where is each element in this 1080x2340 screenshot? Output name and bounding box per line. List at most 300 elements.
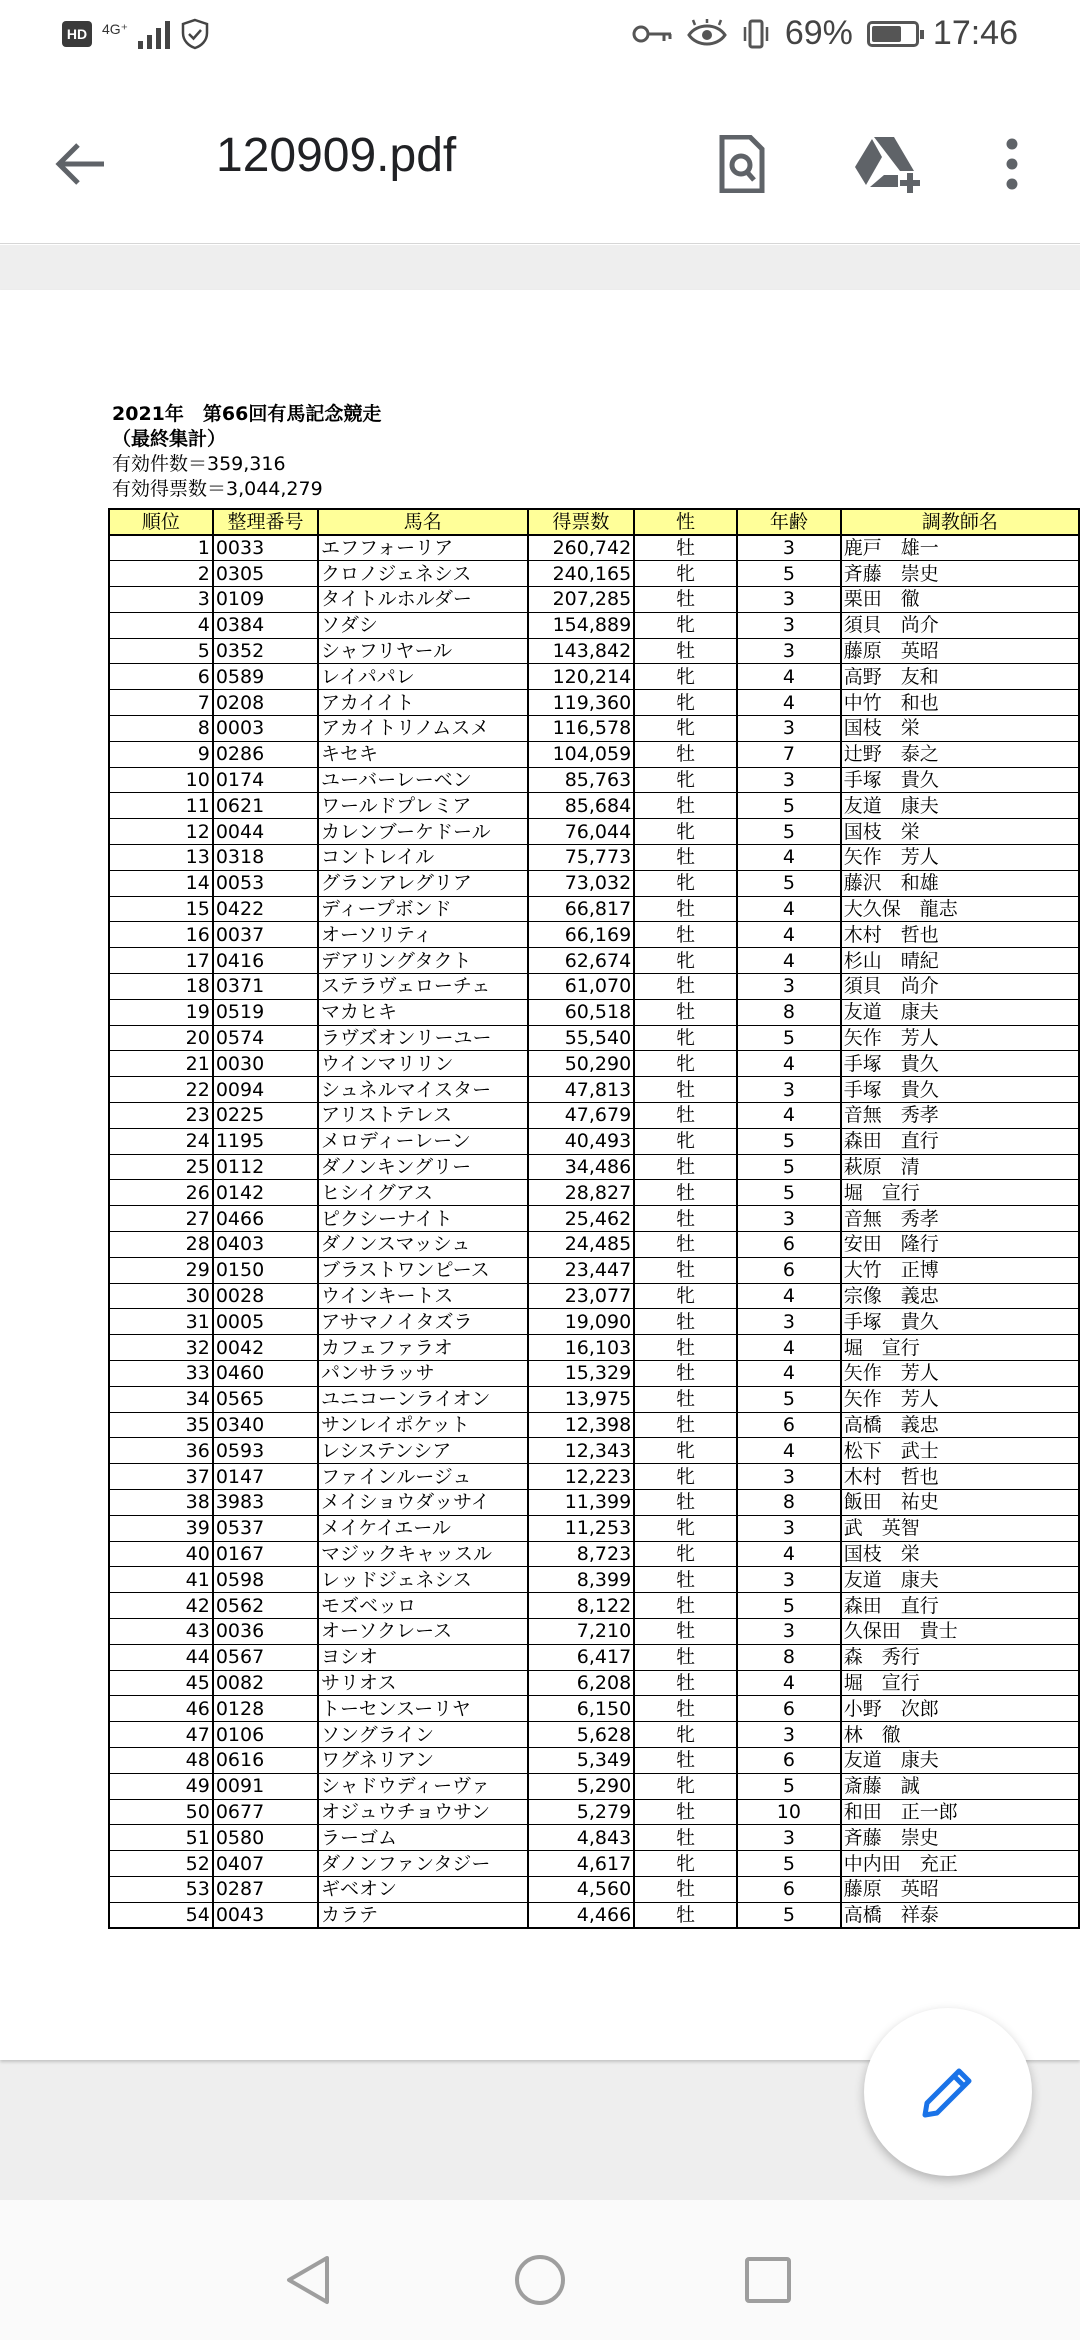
cell-trainer: 斉藤 崇史 [841, 1825, 1079, 1851]
cell-votes: 4,843 [528, 1825, 635, 1851]
cell-sex: 牝 [634, 1515, 737, 1541]
table-row [109, 1232, 1079, 1258]
cell-age: 5 [737, 1025, 841, 1051]
cell-horse-name: マカヒキ [318, 999, 527, 1025]
cell-number: 0003 [213, 716, 318, 742]
cell-sex: 牝 [634, 1773, 737, 1799]
cell-trainer: 木村 哲也 [841, 1464, 1079, 1490]
cell-trainer: 手塚 貴久 [841, 1309, 1079, 1335]
cell-age: 3 [737, 1309, 841, 1335]
table-row [109, 1438, 1079, 1464]
cell-sex: 牡 [634, 1593, 737, 1619]
cell-sex: 牡 [634, 1567, 737, 1593]
cell-rank: 24 [109, 1128, 213, 1154]
table-header-row [109, 509, 1079, 535]
table-row [109, 1361, 1079, 1387]
table-row [109, 1103, 1079, 1129]
cell-votes: 5,290 [528, 1773, 635, 1799]
cell-trainer: 萩原 清 [841, 1154, 1079, 1180]
cell-sex: 牝 [634, 716, 737, 742]
cell-horse-name: グランアレグリア [318, 870, 527, 896]
table-row [109, 1541, 1079, 1567]
table-row [109, 1825, 1079, 1851]
cell-rank: 48 [109, 1747, 213, 1773]
app-bar [0, 76, 1080, 244]
cell-trainer: 森 秀行 [841, 1644, 1079, 1670]
cell-votes: 50,290 [528, 1051, 635, 1077]
cell-age: 4 [737, 896, 841, 922]
table-row [109, 1773, 1079, 1799]
valid-votes: 有効得票数＝3,044,279 [112, 478, 323, 500]
cell-sex: 牝 [634, 1283, 737, 1309]
col-header-votes: 得票数 [528, 509, 635, 535]
cell-number: 0028 [213, 1283, 318, 1309]
cell-votes: 143,842 [528, 638, 635, 664]
back-button[interactable] [40, 124, 120, 204]
cell-number: 0286 [213, 741, 318, 767]
table-row [109, 690, 1079, 716]
table-row [109, 767, 1079, 793]
cell-age: 4 [737, 948, 841, 974]
cell-number: 0174 [213, 767, 318, 793]
table-row [109, 1902, 1079, 1928]
cell-votes: 62,674 [528, 948, 635, 974]
cell-number: 0422 [213, 896, 318, 922]
cell-votes: 40,493 [528, 1128, 635, 1154]
cell-age: 3 [737, 1515, 841, 1541]
cell-sex: 牝 [634, 561, 737, 587]
cell-number: 0128 [213, 1696, 318, 1722]
col-header-number: 整理番号 [213, 509, 318, 535]
cell-horse-name: メイショウダッサイ [318, 1489, 527, 1515]
cell-trainer: 鹿戸 雄一 [841, 535, 1079, 561]
cell-rank: 50 [109, 1799, 213, 1825]
back-triangle-icon [285, 2254, 331, 2306]
cell-rank: 11 [109, 793, 213, 819]
more-vertical-icon [1005, 138, 1019, 190]
cell-rank: 54 [109, 1902, 213, 1928]
cell-votes: 60,518 [528, 999, 635, 1025]
cell-horse-name: メイケイエール [318, 1515, 527, 1541]
cell-rank: 9 [109, 741, 213, 767]
edit-pencil-icon [917, 2061, 979, 2123]
cell-votes: 104,059 [528, 741, 635, 767]
cell-horse-name: レッドジェネシス [318, 1567, 527, 1593]
cell-votes: 34,486 [528, 1154, 635, 1180]
cell-sex: 牡 [634, 1309, 737, 1335]
cell-horse-name: ピクシーナイト [318, 1206, 527, 1232]
cell-age: 3 [737, 1567, 841, 1593]
cell-horse-name: パンサラッサ [318, 1361, 527, 1387]
cell-votes: 12,398 [528, 1412, 635, 1438]
cell-rank: 38 [109, 1489, 213, 1515]
cell-sex: 牡 [634, 974, 737, 1000]
cell-trainer: 安田 隆行 [841, 1232, 1079, 1258]
cell-number: 3983 [213, 1489, 318, 1515]
cell-age: 4 [737, 1438, 841, 1464]
cell-votes: 23,077 [528, 1283, 635, 1309]
cell-rank: 43 [109, 1618, 213, 1644]
cell-votes: 4,617 [528, 1851, 635, 1877]
cell-trainer: 木村 哲也 [841, 922, 1079, 948]
cell-votes: 55,540 [528, 1025, 635, 1051]
table-row [109, 1386, 1079, 1412]
cell-age: 5 [737, 1902, 841, 1928]
cell-trainer: 栗田 徹 [841, 587, 1079, 613]
cell-sex: 牡 [634, 1644, 737, 1670]
cell-age: 4 [737, 1103, 841, 1129]
col-header-rank: 順位 [109, 509, 213, 535]
cell-number: 0091 [213, 1773, 318, 1799]
table-row [109, 1747, 1079, 1773]
cell-number: 0082 [213, 1670, 318, 1696]
cell-trainer: 久保田 貴士 [841, 1618, 1079, 1644]
cell-rank: 26 [109, 1180, 213, 1206]
cell-sex: 牡 [634, 1361, 737, 1387]
table-row [109, 870, 1079, 896]
battery-percent: 69% [784, 14, 853, 52]
cell-votes: 12,343 [528, 1438, 635, 1464]
cell-number: 0371 [213, 974, 318, 1000]
cell-sex: 牡 [634, 638, 737, 664]
cell-horse-name: ソングライン [318, 1722, 527, 1748]
cell-number: 0030 [213, 1051, 318, 1077]
cell-horse-name: ブラストワンピース [318, 1257, 527, 1283]
cell-number: 0094 [213, 1077, 318, 1103]
table-row [109, 1257, 1079, 1283]
table-row [109, 974, 1079, 1000]
cell-age: 3 [737, 1618, 841, 1644]
cell-number: 0589 [213, 664, 318, 690]
cell-trainer: 森田 直行 [841, 1593, 1079, 1619]
cell-age: 6 [737, 1412, 841, 1438]
cell-sex: 牝 [634, 1851, 737, 1877]
cell-number: 0580 [213, 1825, 318, 1851]
col-header-horse: 馬名 [318, 509, 527, 535]
cell-trainer: 須貝 尚介 [841, 612, 1079, 638]
cell-number: 0036 [213, 1618, 318, 1644]
cell-age: 3 [737, 716, 841, 742]
cell-rank: 3 [109, 587, 213, 613]
cell-number: 0593 [213, 1438, 318, 1464]
cell-sex: 牡 [634, 1670, 737, 1696]
cell-sex: 牡 [634, 1618, 737, 1644]
cell-horse-name: カラテ [318, 1902, 527, 1928]
cell-votes: 13,975 [528, 1386, 635, 1412]
cell-number: 0460 [213, 1361, 318, 1387]
cell-age: 3 [737, 587, 841, 613]
edit-button[interactable] [864, 2008, 1032, 2176]
cell-rank: 28 [109, 1232, 213, 1258]
cell-rank: 35 [109, 1412, 213, 1438]
cell-rank: 42 [109, 1593, 213, 1619]
key-icon [631, 22, 673, 46]
cell-votes: 16,103 [528, 1335, 635, 1361]
cell-sex: 牝 [634, 870, 737, 896]
cell-trainer: 和田 正一郎 [841, 1799, 1079, 1825]
table-row [109, 1722, 1079, 1748]
cell-trainer: 友道 康夫 [841, 1567, 1079, 1593]
search-document-icon [718, 135, 766, 193]
cell-horse-name: タイトルホルダー [318, 587, 527, 613]
cell-horse-name: カフェファラオ [318, 1335, 527, 1361]
cell-trainer: 小野 次郎 [841, 1696, 1079, 1722]
table-row [109, 1077, 1079, 1103]
table-row [109, 1283, 1079, 1309]
table-row [109, 1128, 1079, 1154]
table-row [109, 612, 1079, 638]
cell-horse-name: ヒシイグアス [318, 1180, 527, 1206]
cell-rank: 37 [109, 1464, 213, 1490]
cell-number: 1195 [213, 1128, 318, 1154]
cell-horse-name: ワグネリアン [318, 1747, 527, 1773]
table-row [109, 1489, 1079, 1515]
cell-horse-name: シャフリヤール [318, 638, 527, 664]
navigation-bar [0, 2200, 1080, 2340]
cell-trainer: 堀 宣行 [841, 1670, 1079, 1696]
cell-rank: 14 [109, 870, 213, 896]
cell-horse-name: オーソリティ [318, 922, 527, 948]
cell-votes: 76,044 [528, 819, 635, 845]
cell-rank: 22 [109, 1077, 213, 1103]
find-in-document-button[interactable] [702, 124, 782, 204]
cell-sex: 牡 [634, 1103, 737, 1129]
table-row [109, 664, 1079, 690]
cell-votes: 47,679 [528, 1103, 635, 1129]
cell-trainer: 国枝 栄 [841, 819, 1079, 845]
drive-add-icon [852, 135, 924, 193]
cell-votes: 8,723 [528, 1541, 635, 1567]
nav-home-button[interactable] [500, 2240, 580, 2320]
cell-trainer: 矢作 芳人 [841, 1025, 1079, 1051]
cell-number: 0005 [213, 1309, 318, 1335]
cell-number: 0466 [213, 1206, 318, 1232]
cell-votes: 6,150 [528, 1696, 635, 1722]
table-row [109, 1515, 1079, 1541]
cell-rank: 52 [109, 1851, 213, 1877]
cell-horse-name: ウインマリリン [318, 1051, 527, 1077]
table-row [109, 1567, 1079, 1593]
cell-number: 0037 [213, 922, 318, 948]
cell-votes: 47,813 [528, 1077, 635, 1103]
cell-number: 0106 [213, 1722, 318, 1748]
cell-votes: 7,210 [528, 1618, 635, 1644]
nav-back-button[interactable] [268, 2240, 348, 2320]
cell-trainer: 手塚 貴久 [841, 1077, 1079, 1103]
cell-horse-name: シュネルマイスター [318, 1077, 527, 1103]
document-title: 120909.pdf [216, 129, 457, 182]
cell-rank: 21 [109, 1051, 213, 1077]
cell-trainer: 藤沢 和雄 [841, 870, 1079, 896]
cell-rank: 39 [109, 1515, 213, 1541]
table-row [109, 1593, 1079, 1619]
cell-rank: 10 [109, 767, 213, 793]
cell-horse-name: レシステンシア [318, 1438, 527, 1464]
cell-number: 0416 [213, 948, 318, 974]
cell-rank: 17 [109, 948, 213, 974]
cell-trainer: 須貝 尚介 [841, 974, 1079, 1000]
cell-votes: 85,684 [528, 793, 635, 819]
cell-number: 0147 [213, 1464, 318, 1490]
cell-rank: 29 [109, 1257, 213, 1283]
cell-age: 5 [737, 819, 841, 845]
cell-votes: 5,628 [528, 1722, 635, 1748]
cell-number: 0340 [213, 1412, 318, 1438]
cell-age: 4 [737, 1670, 841, 1696]
cell-horse-name: クロノジェネシス [318, 561, 527, 587]
cell-sex: 牡 [634, 1154, 737, 1180]
race-subtitle: （最終集計） [112, 428, 227, 450]
cell-rank: 27 [109, 1206, 213, 1232]
cell-rank: 19 [109, 999, 213, 1025]
table-row [109, 948, 1079, 974]
cell-horse-name: オーソクレース [318, 1618, 527, 1644]
cell-sex: 牡 [634, 1876, 737, 1902]
nav-recents-button[interactable] [728, 2240, 808, 2320]
table-row [109, 535, 1079, 561]
cell-trainer: 矢作 芳人 [841, 1361, 1079, 1387]
cell-rank: 49 [109, 1773, 213, 1799]
status-right [631, 14, 1018, 53]
cell-rank: 12 [109, 819, 213, 845]
cell-age: 4 [737, 690, 841, 716]
cell-age: 8 [737, 1644, 841, 1670]
cell-trainer: 矢作 芳人 [841, 1386, 1079, 1412]
cell-horse-name: キセキ [318, 741, 527, 767]
cell-rank: 4 [109, 612, 213, 638]
cell-rank: 30 [109, 1283, 213, 1309]
cell-sex: 牡 [634, 1747, 737, 1773]
cell-horse-name: ステラヴェローチェ [318, 974, 527, 1000]
table-row [109, 1644, 1079, 1670]
cell-age: 4 [737, 1361, 841, 1387]
cell-sex: 牡 [634, 535, 737, 561]
cell-age: 5 [737, 1154, 841, 1180]
cell-number: 0403 [213, 1232, 318, 1258]
cell-sex: 牝 [634, 1025, 737, 1051]
cell-number: 0287 [213, 1876, 318, 1902]
cell-sex: 牝 [634, 767, 737, 793]
cell-number: 0384 [213, 612, 318, 638]
cell-trainer: 森田 直行 [841, 1128, 1079, 1154]
cell-trainer: 音無 秀孝 [841, 1103, 1079, 1129]
cell-age: 4 [737, 1283, 841, 1309]
cell-trainer: 斉藤 崇史 [841, 561, 1079, 587]
table-row [109, 561, 1079, 587]
cell-rank: 25 [109, 1154, 213, 1180]
cell-trainer: 林 徹 [841, 1722, 1079, 1748]
cell-age: 3 [737, 767, 841, 793]
cell-horse-name: シャドウディーヴァ [318, 1773, 527, 1799]
cell-trainer: 高橋 義忠 [841, 1412, 1079, 1438]
cell-sex: 牡 [634, 1902, 737, 1928]
cell-horse-name: ダノンスマッシュ [318, 1232, 527, 1258]
cell-trainer: 音無 秀孝 [841, 1206, 1079, 1232]
cell-horse-name: トーセンスーリヤ [318, 1696, 527, 1722]
cell-horse-name: ダノンファンタジー [318, 1851, 527, 1877]
clock: 17:46 [932, 14, 1018, 52]
eye-comfort-icon [687, 19, 727, 49]
add-to-drive-button[interactable] [848, 124, 928, 204]
cell-age: 5 [737, 1128, 841, 1154]
cell-rank: 34 [109, 1386, 213, 1412]
cell-age: 4 [737, 1541, 841, 1567]
cell-trainer: 友道 康夫 [841, 793, 1079, 819]
cell-trainer: 友道 康夫 [841, 1747, 1079, 1773]
network-type: 4G⁺ [102, 21, 129, 37]
cell-votes: 6,208 [528, 1670, 635, 1696]
cell-horse-name: カレンブーケドール [318, 819, 527, 845]
cell-rank: 41 [109, 1567, 213, 1593]
cell-horse-name: レイパパレ [318, 664, 527, 690]
cell-horse-name: ラヴズオンリーユー [318, 1025, 527, 1051]
cell-votes: 24,485 [528, 1232, 635, 1258]
cell-votes: 119,360 [528, 690, 635, 716]
cell-horse-name: ユーバーレーベン [318, 767, 527, 793]
cell-sex: 牡 [634, 1696, 737, 1722]
vote-ranking-table [108, 508, 1080, 1929]
cell-sex: 牡 [634, 845, 737, 871]
cell-horse-name: ラーゴム [318, 1825, 527, 1851]
cell-number: 0567 [213, 1644, 318, 1670]
cell-age: 7 [737, 741, 841, 767]
cell-sex: 牡 [634, 793, 737, 819]
cell-age: 4 [737, 845, 841, 871]
table-row [109, 999, 1079, 1025]
cell-age: 5 [737, 793, 841, 819]
cell-horse-name: サンレイポケット [318, 1412, 527, 1438]
cell-age: 3 [737, 638, 841, 664]
cell-trainer: 堀 宣行 [841, 1180, 1079, 1206]
cell-sex: 牝 [634, 819, 737, 845]
cell-age: 3 [737, 535, 841, 561]
cell-sex: 牡 [634, 1335, 737, 1361]
cell-sex: 牡 [634, 1825, 737, 1851]
table-row [109, 1206, 1079, 1232]
cell-rank: 44 [109, 1644, 213, 1670]
cell-age: 6 [737, 1747, 841, 1773]
cell-sex: 牝 [634, 948, 737, 974]
cell-horse-name: ヨシオ [318, 1644, 527, 1670]
cell-horse-name: マジックキャッスル [318, 1541, 527, 1567]
cell-votes: 23,447 [528, 1257, 635, 1283]
cell-number: 0574 [213, 1025, 318, 1051]
cell-sex: 牡 [634, 1489, 737, 1515]
cell-age: 5 [737, 561, 841, 587]
cell-votes: 12,223 [528, 1464, 635, 1490]
table-row [109, 1851, 1079, 1877]
cell-trainer: 手塚 貴久 [841, 767, 1079, 793]
cell-horse-name: エフフォーリア [318, 535, 527, 561]
table-row [109, 741, 1079, 767]
cell-sex: 牡 [634, 741, 737, 767]
cell-votes: 61,070 [528, 974, 635, 1000]
more-options-button[interactable] [972, 124, 1052, 204]
cell-rank: 1 [109, 535, 213, 561]
cell-sex: 牡 [634, 1232, 737, 1258]
cell-sex: 牝 [634, 1541, 737, 1567]
cell-rank: 5 [109, 638, 213, 664]
cell-number: 0352 [213, 638, 318, 664]
vibrate-icon [741, 18, 771, 50]
table-row [109, 1154, 1079, 1180]
cell-age: 5 [737, 870, 841, 896]
cell-trainer: 飯田 祐史 [841, 1489, 1079, 1515]
battery-icon [867, 21, 919, 47]
cell-age: 5 [737, 1851, 841, 1877]
cell-rank: 7 [109, 690, 213, 716]
cell-age: 8 [737, 999, 841, 1025]
